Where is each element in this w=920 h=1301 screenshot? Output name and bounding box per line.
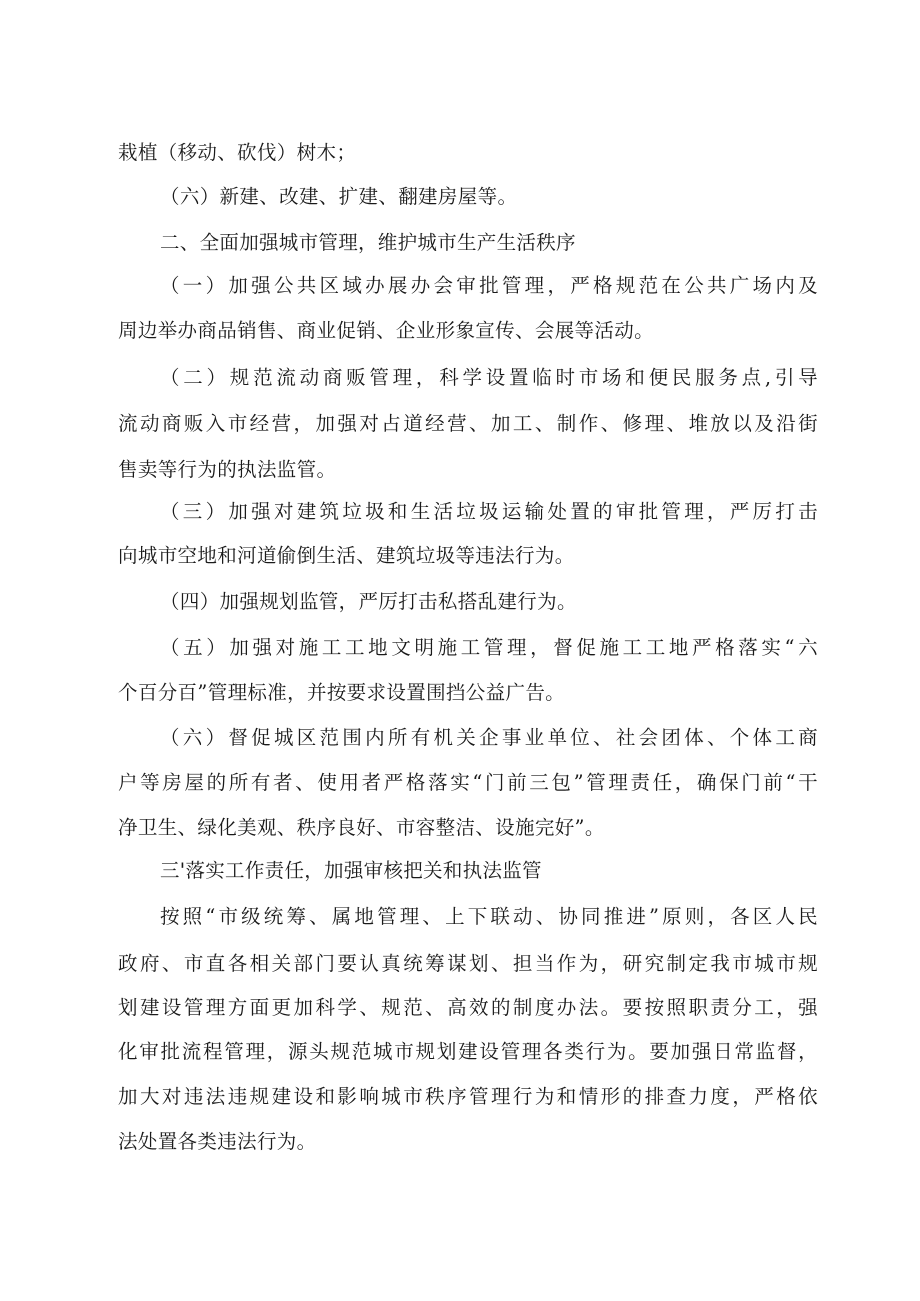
section-heading: 三'落实工作责任，加强审核把关和执法监管 bbox=[160, 859, 542, 882]
text-line: 政府、市直各相关部门要认真统筹谋划、担当作为，研究制定我市城市规 bbox=[118, 952, 818, 975]
text-line: 净卫生、绿化美观、秩序良好、市容整洁、设施完好”。 bbox=[118, 816, 605, 839]
list-item: （三）加强对建筑垃圾和生活垃圾运输处置的审批管理，严厉打击 bbox=[160, 500, 818, 523]
text-line: 栽植（移动、砍伐）树木； bbox=[118, 141, 357, 164]
list-item: （二）规范流动商贩管理，科学设置临时市场和便民服务点,引导 bbox=[160, 366, 818, 389]
text-line: 法处置各类违法行为。 bbox=[118, 1130, 317, 1153]
text-line: 售卖等行为的执法监管。 bbox=[118, 458, 337, 481]
text-line: 向城市空地和河道偷倒生活、建筑垃圾等违法行为。 bbox=[118, 544, 575, 567]
text-line: 化审批流程管理，源头规范城市规划建设管理各类行为。要加强日常监督， bbox=[118, 1040, 818, 1063]
text-line: 划建设管理方面更加科学、规范、高效的制度办法。要按照职责分工，强 bbox=[118, 996, 818, 1019]
text-line: 加大对违法违规建设和影响城市秩序管理行为和情形的排查力度，严格依 bbox=[118, 1085, 818, 1108]
text-line: 户等房屋的所有者、使用者严格落实“门前三包”管理责任，确保门前“干 bbox=[118, 771, 818, 794]
paragraph-line: 按照“市级统筹、属地管理、上下联动、协同推进”原则，各区人民 bbox=[160, 905, 818, 928]
list-item: （一）加强公共区域办展办会审批管理，严格规范在公共广场内及 bbox=[160, 274, 818, 297]
section-heading: 二、全面加强城市管理，维护城市生产生活秩序 bbox=[160, 231, 576, 254]
list-item: （六）新建、改建、扩建、翻建房屋等。 bbox=[160, 185, 518, 208]
text-line: 周边举办商品销售、商业促销、企业形象宣传、会展等活动。 bbox=[118, 319, 654, 342]
text-line: 个百分百”管理标准，并按要求设置围挡公益广告。 bbox=[118, 681, 566, 704]
text-line: 流动商贩入市经营，加强对占道经营、加工、制作、修理、堆放以及沿街 bbox=[118, 412, 818, 435]
list-item: （五）加强对施工工地文明施工管理，督促施工工地严格落实“六 bbox=[160, 636, 818, 659]
list-item: （六）督促城区范围内所有机关企事业单位、社会团体、个体工商 bbox=[160, 726, 818, 749]
list-item: （四）加强规划监管，严厉打击私搭乱建行为。 bbox=[160, 590, 577, 613]
